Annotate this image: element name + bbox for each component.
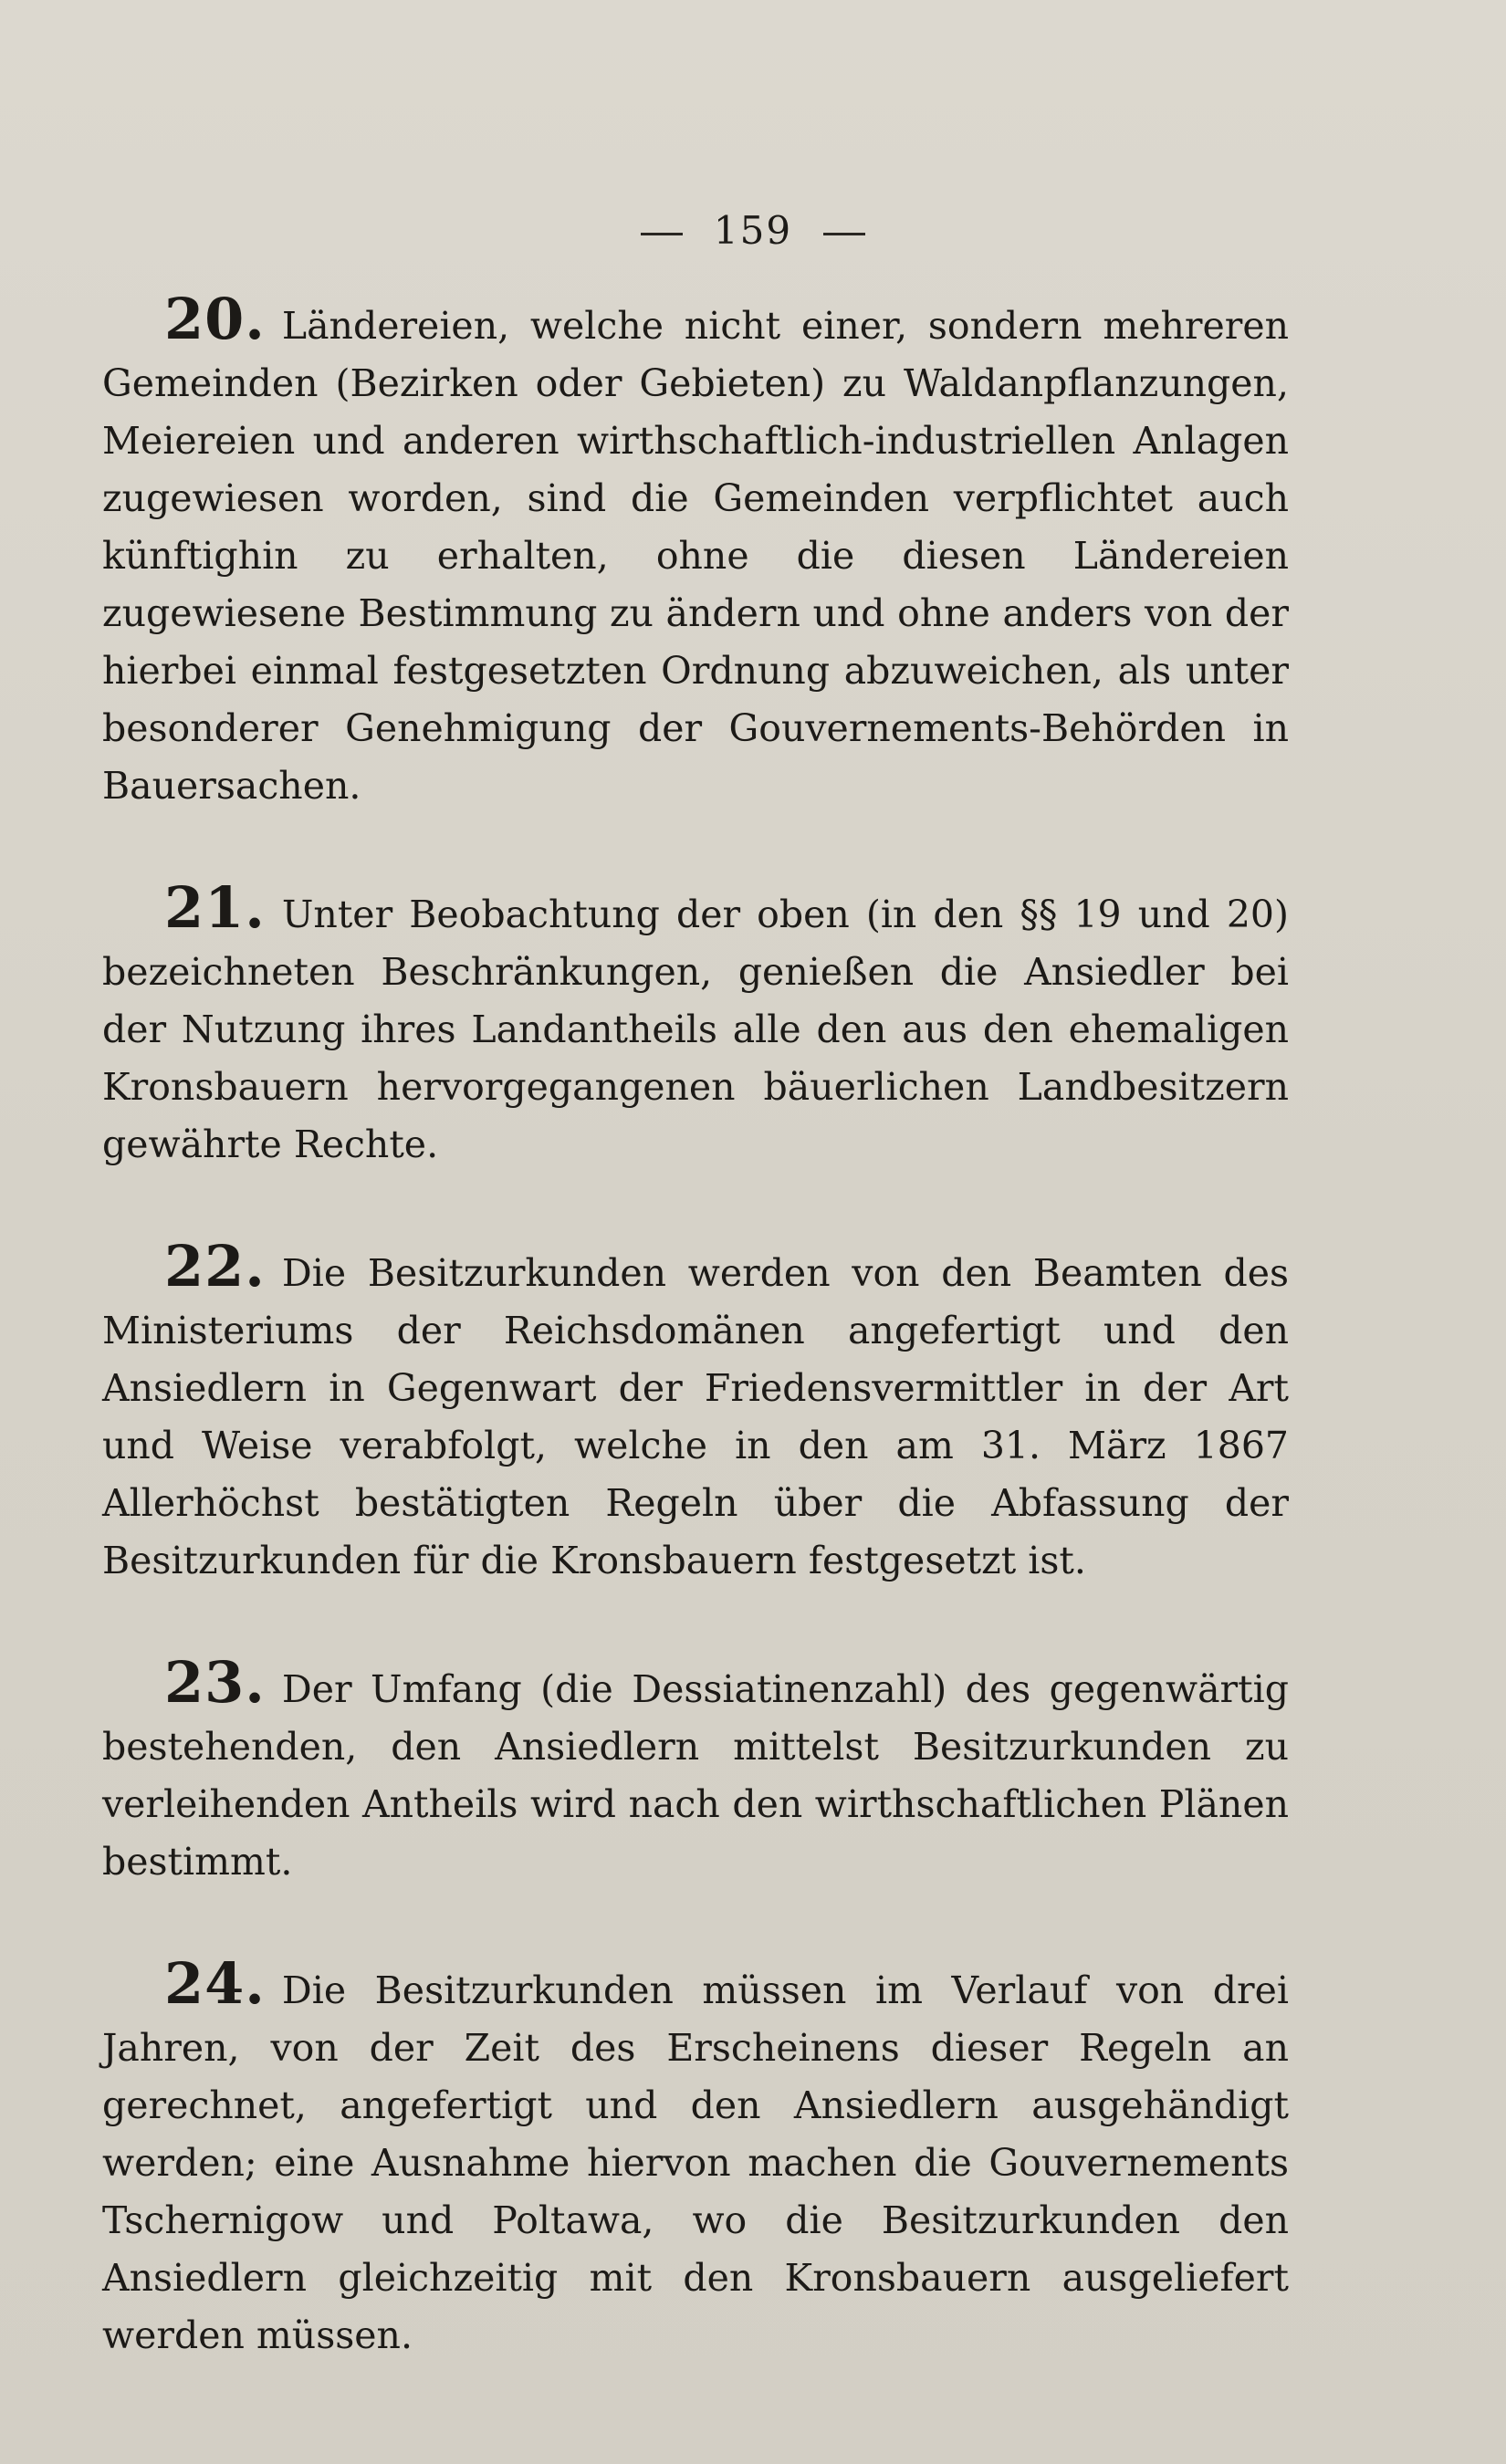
- paragraph-20: [102, 286, 1289, 815]
- paragraph-number: 21.: [164, 874, 266, 941]
- paragraph-text: Die Besitzurkunden werden von den Beamten des Ministeriums der Reichsdomänen angefertigt und den Ansiedlern in Gegenwart der Friedensvermittler in der Art und Weise verabfolgt, welche in den am 31. März 1867 Allerhöchst bestätigten Regeln über die Abfassung der Besitzurkunden für die Kronsbauern festgesetzt ist.: [102, 1251, 1289, 1582]
- page-number: 159: [713, 208, 793, 253]
- paragraph-text: Der Umfang (die Dessiatinenzahl) des gegenwärtig bestehenden, den Ansiedlern mittelst Besitzurkunden zu verleihenden Antheils wird nach den wirthschaftlichen Plänen bestimmt.: [102, 1667, 1289, 1884]
- paragraph-number: 23.: [164, 1649, 266, 1716]
- paragraph-number: 24.: [164, 1950, 266, 2017]
- paragraph-22: [102, 1233, 1289, 1590]
- paragraph-text: Ländereien, welche nicht einer, sondern mehreren Gemeinden (Bezirken oder Gebieten) zu Waldanpflanzungen, Meiereien und anderen wirthschaftlich-industriellen Anlagen zugewiesen worden, sind die Gemeinden verpflichtet auch künftighin zu erhalten, ohne die diesen Ländereien zugewiesene Bestimmung zu ändern und ohne anders von der hierbei einmal festgesetzten Ordnung abzuweichen, als unter besonderer Genehmigung der Gouvernements-Behörden in Bauersachen.: [102, 304, 1289, 808]
- paragraph-23: [102, 1649, 1289, 1891]
- page-body: [102, 286, 1289, 2428]
- paragraph-text: Die Besitzurkunden müssen im Verlauf von drei Jahren, von der Zeit des Erscheinens dieser Regeln an gerechnet, angefertigt und den Ansiedlern ausgehändigt werden; eine Ausnahme hiervon machen die Gouvernements Tschernigow und Poltawa, wo die Besitzurkunden den Ansiedlern gleichzeitig mit den Kronsbauern ausgeliefert werden müssen.: [102, 1968, 1289, 2357]
- header-dash-right: [823, 233, 865, 235]
- paragraph-text: Unter Beobachtung der oben (in den §§ 19 und 20) bezeichneten Beschränkungen, genießen die Ansiedler bei der Nutzung ihres Landantheils alle den aus den ehemaligen Kronsbauern hervorgegangenen bäuerlichen Landbesitzern gewährte Rechte.: [102, 893, 1289, 1166]
- paragraph-21: [102, 874, 1289, 1174]
- paragraph-24: [102, 1950, 1289, 2365]
- page-header: [0, 208, 1506, 253]
- paragraph-number: 22.: [164, 1233, 266, 1300]
- paragraph-number: 20.: [164, 286, 266, 352]
- header-dash-left: [641, 233, 683, 235]
